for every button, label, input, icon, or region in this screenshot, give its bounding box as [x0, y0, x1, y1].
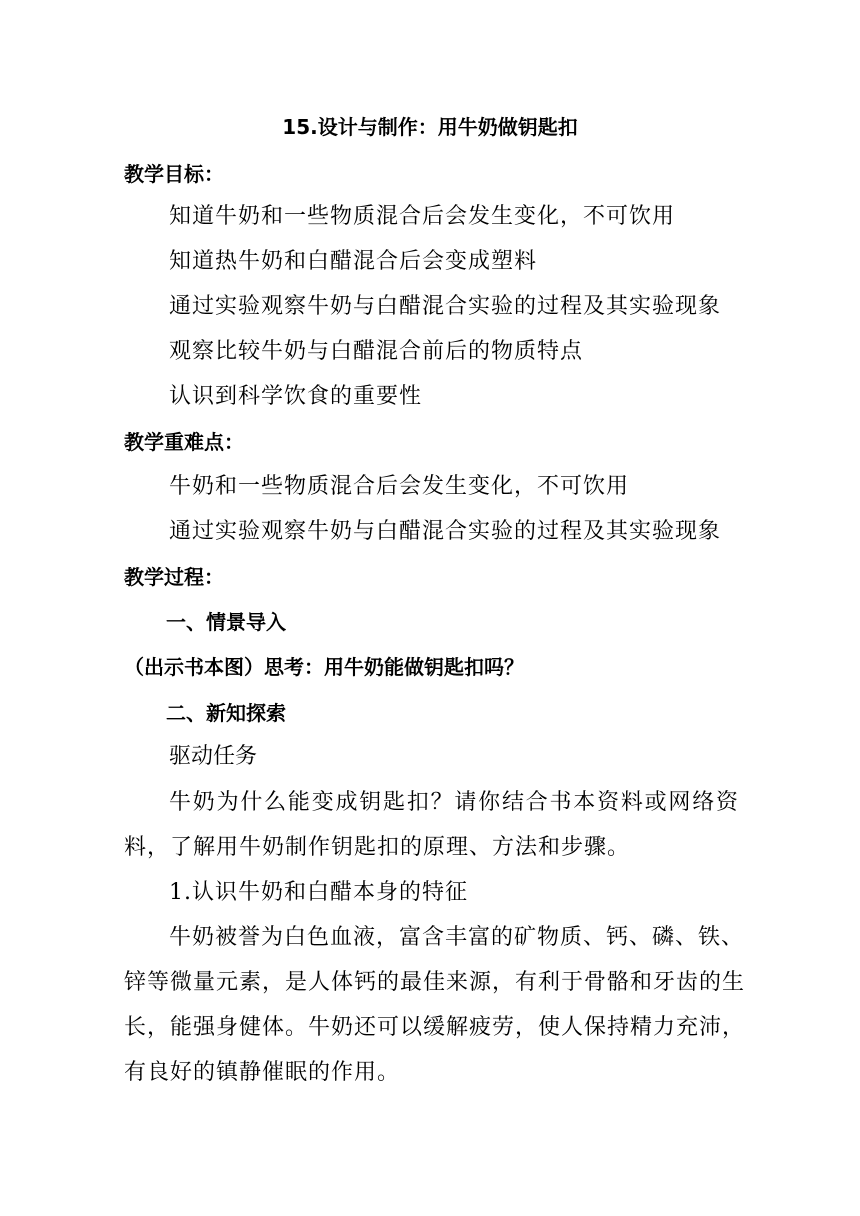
- page-title: 15.设计与制作：用牛奶做钥匙扣: [282, 115, 578, 139]
- intro-prompt: （出示书本图）思考：用牛奶能做钥匙扣吗？: [124, 655, 524, 679]
- paragraph-line: 锌等微量元素，是人体钙的最佳来源，有利于骨骼和牙齿的生: [124, 970, 746, 995]
- key-point-item: 通过实验观察牛奶与白醋混合实验的过程及其实验现象: [169, 519, 722, 544]
- paragraph-line: 有良好的镇静催眠的作用。: [124, 1060, 401, 1085]
- objective-item: 知道牛奶和一些物质混合后会发生变化，不可饮用: [169, 204, 676, 229]
- section-heading-explore: 二、新知探索: [166, 701, 286, 725]
- objective-item: 观察比较牛奶与白醋混合前后的物质特点: [169, 339, 584, 364]
- paragraph-line: 牛奶被誉为白色血液，富含丰富的矿物质、钙、磷、铁、: [169, 925, 745, 950]
- task-title: 驱动任务: [169, 744, 258, 769]
- key-point-item: 牛奶和一些物质混合后会发生变化，不可饮用: [169, 474, 630, 499]
- paragraph-line: 长，能强身健体。牛奶还可以缓解疲劳，使人保持精力充沛，: [124, 1015, 746, 1040]
- task-text-line: 牛奶为什么能变成钥匙扣？请你结合书本资料或网络资: [169, 790, 739, 815]
- task-text-line: 料，了解用牛奶制作钥匙扣的原理、方法和步骤。: [124, 835, 631, 860]
- objective-item: 认识到科学饮食的重要性: [169, 384, 423, 409]
- step-heading: 1.认识牛奶和白醋本身的特征: [169, 880, 468, 905]
- objective-item: 知道热牛奶和白醋混合后会变成塑料: [169, 249, 538, 274]
- objective-item: 通过实验观察牛奶与白醋混合实验的过程及其实验现象: [169, 294, 722, 319]
- section-heading-intro: 一、情景导入: [166, 610, 286, 634]
- key-points-heading: 教学重难点：: [124, 430, 244, 454]
- process-heading: 教学过程：: [124, 565, 224, 589]
- objectives-heading: 教学目标：: [124, 162, 224, 186]
